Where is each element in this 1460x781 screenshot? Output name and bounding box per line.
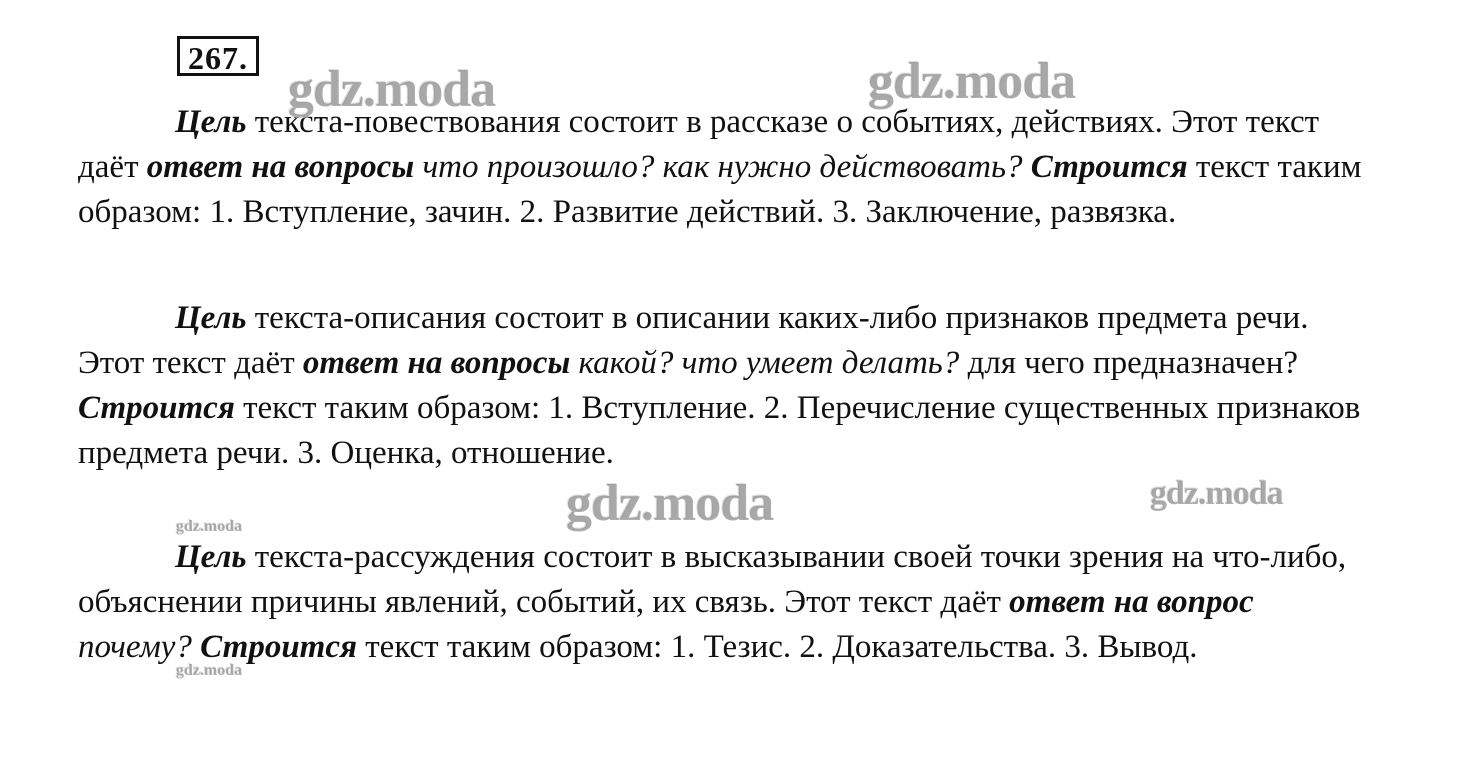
term-structure: Строится — [1030, 149, 1188, 185]
questions: что произошло? как нужно действовать? — [414, 149, 1023, 185]
term-answer: ответ на вопросы — [146, 149, 415, 185]
watermark: gdz.moda — [176, 662, 243, 679]
term-answer: ответ на вопрос — [1009, 584, 1254, 620]
paragraph-narration — [78, 100, 1368, 235]
paragraph-text: текста-повествования состоит в рассказе о событиях, действиях. Этот текст даёт — [78, 104, 1320, 185]
term-answer: ответ на вопросы — [302, 345, 571, 381]
watermark: gdz.moda — [1150, 475, 1283, 512]
watermark: gdz.moda — [176, 518, 243, 535]
term-goal: Цель — [175, 539, 247, 575]
paragraph-text: для чего предназначен? — [959, 345, 1298, 381]
paragraph-text: текста-описания состоит в описании каких-либо признаков предмета речи. Этот текст даёт — [78, 300, 1309, 381]
watermark: gdz.moda — [288, 61, 496, 118]
term-structure: Строится — [78, 390, 235, 426]
term-goal: Цель — [175, 300, 247, 336]
questions: почему? — [78, 629, 192, 665]
paragraph-description — [78, 296, 1368, 476]
term-structure: Строится — [200, 629, 357, 665]
term-goal: Цель — [175, 104, 247, 140]
paragraph-text: текст таким образом: 1. Вступление. 2. Перечисление существенных признаков предмета речи. 3. Оценка, отношение. — [78, 390, 1361, 471]
paragraph-text: текст таким образом: 1. Тезис. 2. Доказательства. 3. Вывод. — [357, 629, 1198, 665]
questions: какой? что умеет делать? — [570, 345, 960, 381]
watermark: gdz.moda — [566, 475, 774, 532]
paragraph-text: текста-рассуждения состоит в высказывании своей точки зрения на что-либо, объяснении причины явлений, событий, их связь. Этот текст даёт — [78, 539, 1347, 620]
task-number: 267. — [177, 36, 259, 76]
paragraph-reasoning — [78, 535, 1368, 670]
paragraph-text — [192, 629, 200, 665]
paragraph-text: текст таким образом: 1. Вступление, зачин. 2. Развитие действий. 3. Заключение, развязка. — [78, 149, 1362, 230]
watermark: gdz.moda — [868, 53, 1076, 110]
paragraph-text — [1023, 149, 1031, 185]
